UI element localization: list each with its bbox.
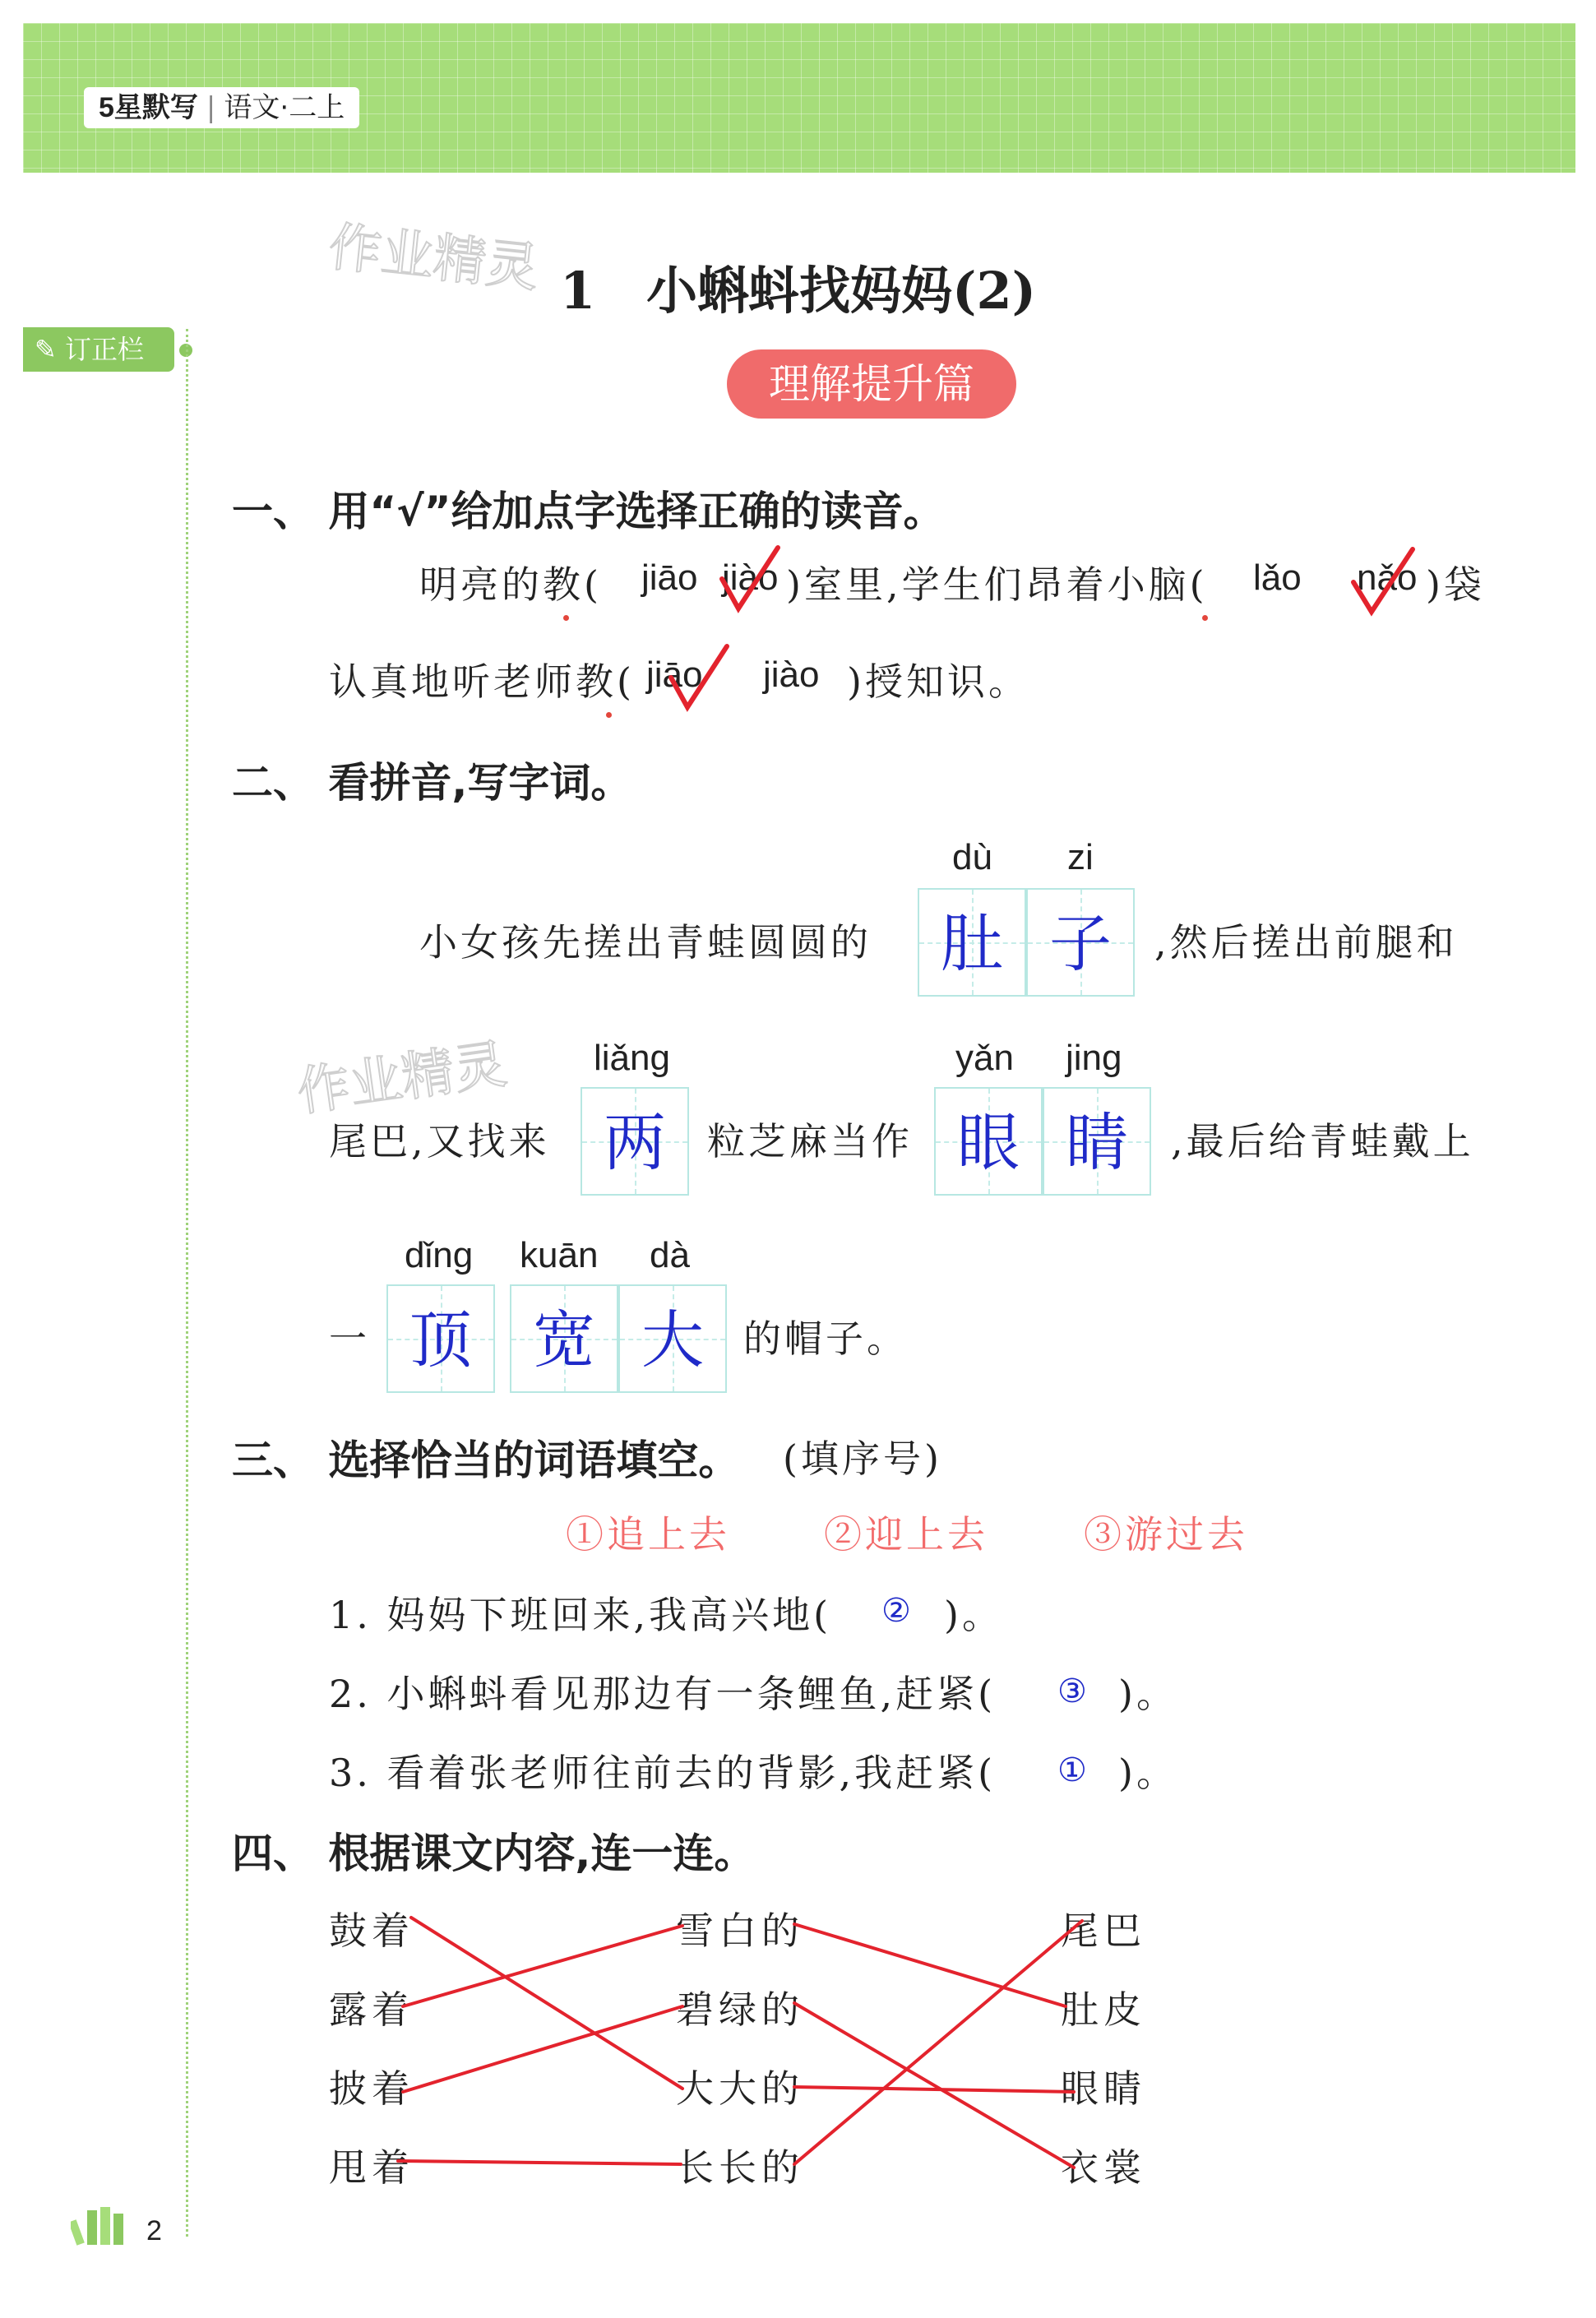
col3-item: 尾巴 [1061,1909,1146,1953]
lesson-title: 1 小蝌蚪找妈妈(2) [560,261,1036,321]
s1-line2-pre: 认真地听老师教( [329,659,635,704]
col1-item: 披着 [329,2066,414,2111]
match-line [403,2006,682,2092]
writing-box [581,1087,689,1196]
answer-char: 大 [641,1303,704,1376]
pinyin-zi: zi [1067,837,1094,877]
s1-opt-lao: lǎo [1253,558,1302,598]
match-line [398,2161,681,2164]
answer-char: 两 [604,1106,666,1179]
s2-line2-mid: 粒芝麻当作 [707,1119,913,1164]
col3-item: 眼睛 [1061,2066,1146,2111]
s1-opt2-jiao1: jiāo [646,655,703,695]
match-line [794,1924,1066,2006]
match-line [411,1918,682,2089]
option-3: ③游过去 [1084,1512,1248,1557]
section-1-heading: 一、 用“√”给加点字选择正确的读音。 [232,488,945,535]
option-2: ②迎上去 [824,1512,988,1557]
margin-dotted-line [186,329,188,2237]
s1-opt-jiao4: jiào [722,558,779,598]
correction-column-label: 订正栏 [64,334,144,365]
s1-opt-jiao1: jiāo [641,558,698,598]
answer-char: 顶 [409,1303,472,1376]
writing-box [934,1087,1043,1196]
col1-item: 露着 [329,1987,414,2032]
s2-line2-pre: 尾巴,又找来 [329,1119,550,1164]
s1-line2-post: )授知识。 [847,659,1029,704]
writing-box [618,1284,727,1393]
check-mark-icon [666,641,732,715]
answer-char: 宽 [533,1303,595,1376]
emphasis-dot [606,712,612,718]
section-3-heading: 三、 选择恰当的词语填空。 [232,1437,740,1484]
col3-item: 肚皮 [1061,1987,1146,2032]
writing-box [386,1284,495,1393]
match-line [794,2003,1074,2168]
writing-box [918,888,1026,997]
s3-item-3: 3. 看着张老师往前去的背影,我赶紧( [329,1751,997,1795]
s1-opt2-jiao4: jiào [763,655,820,695]
section-badge: 理解提升篇 [727,349,1016,419]
brand-name: 5星默写 [99,92,198,123]
emphasis-dot [1202,615,1208,621]
s3-item-2: 2. 小蝌蚪看见那边有一条鲤鱼,赶紧( [329,1672,997,1716]
pinyin-du: dù [952,837,992,877]
s1-opt-nao: nǎo [1357,558,1418,598]
s3-item-1-end: )。 [944,1593,1003,1637]
s3-item-1: 1. 妈妈下班回来,我高兴地( [329,1593,832,1637]
s2-line1-post: ,然后搓出前腿和 [1154,920,1458,965]
s1-line1-post: )袋 [1426,562,1485,607]
s2-line1-text: 小女孩先搓出青蛙圆圆的 [419,920,872,965]
s3-answer-3: ① [1057,1751,1087,1789]
col2-item: 长长的 [676,2145,804,2190]
s2-line3-pre: 一 [329,1316,370,1361]
writing-box [510,1284,618,1393]
page-number: 2 [146,2215,162,2246]
pinyin-kuan: kuān [520,1235,599,1275]
writing-box [1043,1087,1151,1196]
check-mark-icon [717,543,783,617]
pinyin-liang: liǎng [594,1038,670,1078]
answer-char: 睛 [1066,1106,1128,1179]
col3-item: 衣裳 [1061,2145,1146,2190]
section-4-heading: 四、 根据课文内容,连一连。 [232,1830,756,1877]
match-line [794,1921,1082,2164]
s3-item-3-end: )。 [1118,1751,1177,1795]
section-2-heading: 二、 看拼音,写字词。 [232,759,632,807]
pinyin-da: dà [650,1235,690,1275]
correction-column-tab: ✎ 订正栏 [23,327,174,372]
s1-line1-mid: )室里,学生们昂着小脑( [786,562,1208,607]
check-mark-icon [1349,544,1418,618]
match-line [794,2087,1074,2092]
col2-item: 碧绿的 [676,1987,804,2032]
answer-char: 眼 [957,1106,1020,1179]
answer-char: 肚 [941,907,1003,980]
subject-label: 语文·二上 [224,91,345,124]
pinyin-jing: jing [1066,1038,1122,1078]
emphasis-dot [563,615,569,621]
col2-item: 雪白的 [676,1909,804,1953]
s2-line3-post: 的帽子。 [743,1316,908,1361]
match-line [403,1926,682,2006]
s3-answer-1: ② [881,1592,911,1630]
watermark: 作业精灵 [326,216,542,300]
pinyin-ding: dǐng [405,1235,474,1275]
s1-line1-pre: 明亮的教( [419,562,602,607]
option-1: ①追上去 [566,1512,730,1557]
pinyin-yan: yǎn [955,1038,1014,1078]
section-3-note: (填序号) [783,1437,942,1481]
s3-answer-2: ③ [1057,1673,1087,1710]
books-icon [71,2205,128,2246]
s2-line2-post: ,最后给青蛙戴上 [1171,1119,1474,1164]
writing-box [1026,888,1135,997]
brand-label: 5星默写 | 语文·二上 [84,87,359,128]
col2-item: 大大的 [676,2066,804,2111]
watermark: 作业精灵 [293,1034,511,1124]
answer-char: 子 [1049,907,1112,980]
col1-item: 甩着 [329,2145,414,2190]
s3-item-2-end: )。 [1118,1672,1177,1716]
col1-item: 鼓着 [329,1909,414,1953]
